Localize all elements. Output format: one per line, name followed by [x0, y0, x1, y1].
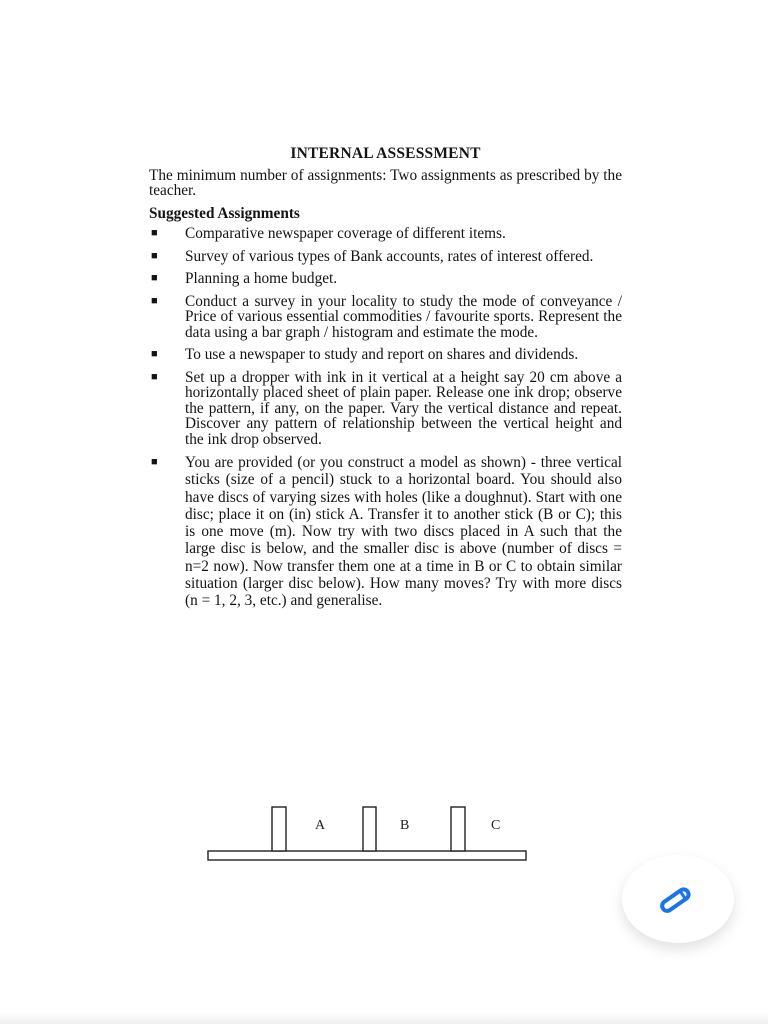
stick-a: [272, 807, 286, 851]
stick-label-c: C: [491, 818, 501, 833]
list-item-text: Comparative newspaper coverage of different items.: [185, 225, 506, 242]
list-item: [149, 347, 622, 363]
list-item-text: To use a newspaper to study and report on shares and dividends.: [185, 346, 579, 363]
bullet-icon: ■: [151, 272, 158, 284]
list-item: [149, 249, 622, 265]
page-title: INTERNAL ASSESSMENT: [290, 145, 481, 162]
horizontal-board: [208, 851, 526, 860]
tower-sticks-diagram: [205, 805, 529, 863]
list-item: [149, 294, 622, 341]
list-item: [149, 226, 622, 242]
stick-label-a: A: [315, 818, 326, 833]
assignment-list: [149, 226, 622, 610]
edit-button[interactable]: [622, 855, 734, 943]
bullet-icon: ■: [151, 348, 158, 360]
list-item-text: Planning a home budget.: [185, 270, 338, 287]
suggested-assignments-heading: Suggested Assignments: [149, 204, 300, 222]
list-item: [149, 370, 622, 448]
list-item-text: Survey of various types of Bank accounts, rates of interest offered.: [185, 247, 594, 265]
list-item-text: You are provided (or you construct a model as shown) - three vertical sticks (size of a pencil) stuck to a horizontal board. You should also have discs of varying sizes with holes (like a doughnut). Start with one disc; place it on (in) stick A. Transfer it to another stick (B or C); this is one move (m). Now try with two discs placed in A such that the large disc is below, and the smaller disc is above (number of discs = n=2 now). Now transfer them one at a time in B or C to obtain similar situation (larger disc below). How many moves? Try with more discs (n = 1, 2, 3, etc.) and generalise.: [185, 454, 622, 610]
list-item: [149, 271, 622, 287]
list-item: [149, 454, 622, 610]
stick-c: [451, 807, 465, 851]
page-bottom-edge: [0, 1012, 768, 1024]
bullet-icon: ■: [151, 456, 158, 468]
stick-b: [363, 807, 376, 851]
list-item-text: Set up a dropper with ink in it vertical at a height say 20 cm above a horizontally placed sheet of plain paper. Release one ink drop; observe the pattern, if any, on the paper. Vary the vertical distance and repeat. Discover any pattern of relationship between the vertical height and the ink drop observed.: [185, 368, 622, 448]
bullet-icon: ■: [151, 249, 158, 262]
bullet-icon: ■: [151, 227, 158, 239]
stick-label-b: B: [400, 818, 410, 833]
bullet-icon: ■: [151, 294, 158, 307]
intro-paragraph: The minimum number of assignments: Two assignments as prescribed by the teacher.: [149, 166, 622, 199]
pencil-icon: [654, 881, 700, 917]
bullet-icon: ■: [151, 370, 158, 383]
document-body: [149, 146, 622, 617]
list-item-text: Conduct a survey in your locality to study the mode of conveyance / Price of various essential commodities / favourite sports. Represent the data using a bar graph / histogram and estimate the mode.: [185, 292, 622, 341]
